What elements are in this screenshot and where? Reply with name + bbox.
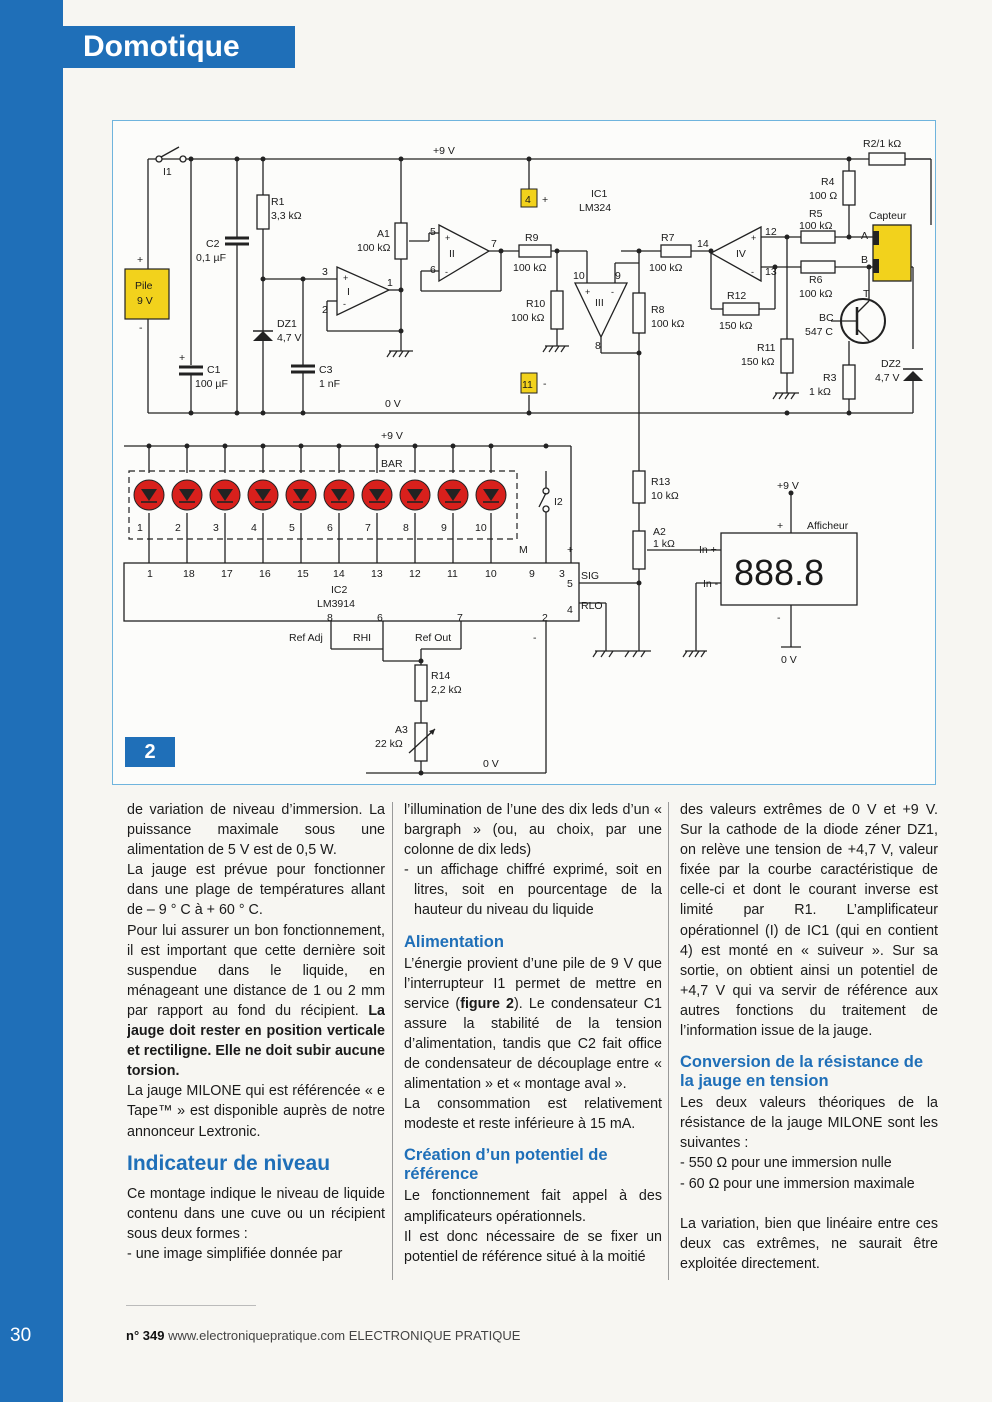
- label-pile-minus: -: [139, 322, 143, 334]
- footer-rule: [126, 1305, 256, 1306]
- label-r5: R5: [809, 208, 823, 220]
- ic2-pin-17: 17: [221, 568, 233, 580]
- section-title: Domotique: [83, 30, 240, 63]
- label-a2-val: 1 kΩ: [653, 538, 675, 550]
- left-color-bar: [0, 0, 63, 1402]
- label-r10-val: 100 kΩ: [511, 312, 545, 324]
- col2-paragraph-6: Il est donc nécessaire de se fixer un potentiel de référence situé à la moitié: [404, 1228, 662, 1265]
- led-number-8: 8: [403, 522, 409, 534]
- label-r13: R13: [651, 476, 671, 488]
- label-r12-val: 150 kΩ: [719, 320, 753, 332]
- pin-ic2-8: 8: [327, 612, 333, 624]
- column-separator-1: [392, 802, 393, 1280]
- pin-op3-8: 8: [595, 340, 601, 352]
- section-header: [63, 26, 295, 68]
- pin-ic2-4: 4: [567, 604, 573, 616]
- label-c2: C2: [206, 238, 220, 250]
- led-number-6: 6: [327, 522, 333, 534]
- col3-paragraph-5: La variation, bien que linéaire entre ces deux cas extrêmes, ne saurait être exploitée directement.: [680, 1215, 938, 1272]
- label-r11: R11: [757, 342, 776, 354]
- label-capteur: Capteur: [869, 210, 907, 222]
- column-separator-2: [668, 802, 669, 1280]
- label-pin4: 4: [525, 194, 531, 206]
- pin-op3-9: 9: [615, 270, 621, 282]
- col2-paragraph-4: La consommation est relativement modeste et reste inférieure à 15 mA.: [404, 1096, 662, 1133]
- label-dz2-val: 4,7 V: [875, 372, 900, 384]
- label-dz1-val: 4,7 V: [277, 332, 302, 344]
- label-inminus: In -: [703, 578, 719, 590]
- label-bc: BC: [819, 312, 834, 324]
- label-r14-val: 2,2 kΩ: [431, 684, 462, 696]
- label-c1: C1: [207, 364, 221, 376]
- pin-ic2-6: 6: [377, 612, 383, 624]
- label-a1-val: 100 kΩ: [357, 242, 391, 254]
- ic2-pin-13: 13: [371, 568, 383, 580]
- ic2-pin-15: 15: [297, 568, 309, 580]
- figure-reference: figure 2: [460, 995, 515, 1012]
- label-r9-val: 100 kΩ: [513, 262, 547, 274]
- label-r14: R14: [431, 670, 451, 682]
- pin-op2-plus: +: [445, 233, 451, 243]
- col3-paragraph-2: Les deux valeurs théoriques de la résistance de la jauge MILONE sont les suivantes :: [680, 1095, 938, 1152]
- label-pin4-plus: +: [542, 194, 549, 206]
- col1-paragraph-1: de variation de niveau d’immersion. La puissance maximale sous une alimentation de 5 V est de 0,5 W.: [127, 802, 385, 859]
- label-vplus-top: +9 V: [433, 145, 455, 157]
- led-number-4: 4: [251, 522, 257, 534]
- label-bc-val: 547 C: [805, 326, 834, 338]
- pin-op3-minus: -: [611, 287, 614, 297]
- label-rhi: RHI: [353, 632, 372, 644]
- label-sig: SIG: [581, 570, 600, 582]
- pin-op3-plus: +: [585, 287, 591, 297]
- label-pile-v: 9 V: [137, 295, 153, 307]
- label-vplus-bar: +9 V: [381, 430, 403, 442]
- label-refadj: Ref Adj: [289, 632, 323, 644]
- label-r11-val: 150 kΩ: [741, 356, 775, 368]
- label-bar: BAR: [381, 458, 403, 470]
- col1-p3-bold: La jauge doit rester en position verticale et rectiligne. Elle ne doit subir aucune torsion.: [127, 1002, 385, 1080]
- label-c3-val: 1 nF: [319, 378, 341, 390]
- label-afficheur-vzero: 0 V: [781, 654, 797, 666]
- label-op3: III: [595, 297, 604, 309]
- schematic-figure: [112, 120, 936, 785]
- ic2-pin-11: 11: [447, 568, 458, 580]
- led-number-labels: [137, 522, 487, 534]
- issue-number: n° 349: [126, 1328, 165, 1343]
- label-afficheur: Afficheur: [807, 520, 849, 532]
- label-a3-val: 22 kΩ: [375, 738, 403, 750]
- label-r7-val: 100 kΩ: [649, 262, 683, 274]
- website-link[interactable]: www.electroniquepratique.com: [168, 1328, 346, 1343]
- figure-number: 2: [144, 741, 156, 763]
- col2-paragraph-1: l’illumination de l’une des dix leds d’un « bargraph » (ou, au choix, par une colonne de dix leds): [404, 802, 662, 859]
- label-c3: C3: [319, 364, 333, 376]
- label-rlo: RLO: [581, 600, 603, 612]
- col2-paragraph-5: Le fonctionnement fait appel à des amplificateurs opérationnels.: [404, 1188, 662, 1225]
- led-number-5: 5: [289, 522, 295, 534]
- label-ic1: IC1: [591, 188, 608, 200]
- col2-paragraph-3: [404, 954, 662, 1095]
- label-afficheur-vplus: +9 V: [777, 480, 799, 492]
- ic2-pin-10: 10: [485, 568, 497, 580]
- pin-op1-minus: -: [343, 299, 346, 309]
- led-number-1: 1: [137, 522, 143, 534]
- ic2-pin-3: 3: [559, 568, 565, 580]
- label-ic2-minus: -: [533, 632, 537, 644]
- col2-p3-text: L’énergie provient d’une pile de 9 V que l’interrupteur I1 permet de mettre en service (: [404, 955, 662, 1012]
- label-r10: R10: [526, 298, 546, 310]
- label-vzero-bottom: 0 V: [483, 758, 499, 770]
- pin-op4-minus: -: [751, 267, 754, 277]
- ic2-pin-labels: [147, 568, 565, 580]
- led-number-2: 2: [175, 522, 181, 534]
- heading-conversion: Conversion de la résistance de la jauge en tension: [680, 1053, 924, 1091]
- pin-op4-plus: +: [751, 233, 757, 243]
- ic2-pin-18: 18: [183, 568, 195, 580]
- page-number: 30: [10, 1325, 32, 1346]
- label-a2: A2: [653, 526, 666, 538]
- label-r3-val: 1 kΩ: [809, 386, 831, 398]
- col3-paragraph-3: - 550 Ω pour une immersion nulle: [680, 1155, 892, 1172]
- label-ic1-val: LM324: [579, 202, 612, 214]
- pin-op2-6: 6: [430, 264, 436, 276]
- label-r2: R2/1 kΩ: [863, 138, 902, 150]
- label-t: T: [863, 288, 870, 300]
- label-vzero-top: 0 V: [385, 398, 401, 410]
- label-r4: R4: [821, 176, 835, 188]
- ic2-pin-9: 9: [529, 568, 535, 580]
- label-ic2-plus: +: [567, 544, 574, 556]
- pin-op4-13: 13: [765, 266, 777, 278]
- label-c2-val: 0,1 µF: [196, 252, 226, 264]
- col1-paragraph-5: Ce montage indique le niveau de liquide contenu dans une cuve ou un récipient sous deux formes :: [127, 1185, 385, 1242]
- pin-op3-10: 10: [573, 270, 585, 282]
- pin-op2-5: 5: [430, 226, 436, 238]
- pin-op2-minus: -: [445, 267, 448, 277]
- footer: [126, 1328, 520, 1343]
- heading-indicateur: Indicateur de niveau: [127, 1151, 331, 1175]
- label-a3: A3: [395, 724, 408, 736]
- pin-ic2-5: 5: [567, 578, 573, 590]
- led-number-10: 10: [475, 522, 487, 534]
- label-pin11-minus: -: [543, 378, 547, 390]
- label-r1: R1: [271, 196, 285, 208]
- label-r3: R3: [823, 372, 837, 384]
- led-number-9: 9: [441, 522, 447, 534]
- label-i2: I2: [554, 496, 563, 508]
- col2-p3-rest: ). Le condensateur C1 assure la stabilité de la tension d’alimentation, tandis que C2 fait office de condensateur de découplage entre « alimentation » et « montage aval ».: [404, 995, 662, 1093]
- label-refout: Ref Out: [415, 632, 452, 644]
- col1-p3-text: Pour lui assurer un bon fonctionnement, il est important que cette dernière soit suspendue dans le liquide, en ménageant une distance de 1 ou 2 mm par rapport au fond du récipient.: [127, 922, 385, 1019]
- label-op2: II: [449, 248, 455, 260]
- label-c1-plus: +: [179, 352, 186, 364]
- label-r13-val: 10 kΩ: [651, 490, 679, 502]
- pin-op4-12: 12: [765, 226, 777, 238]
- label-r4-val: 100 Ω: [809, 190, 838, 202]
- ic2-pin-12: 12: [409, 568, 421, 580]
- label-r5-val: 100 kΩ: [799, 220, 833, 232]
- col1-paragraph-3: [127, 921, 385, 1082]
- pin-op1-3: 3: [322, 266, 328, 278]
- figure-number-badge: [125, 737, 175, 767]
- label-dz2: DZ2: [881, 358, 901, 370]
- text-column-1: [127, 800, 385, 1285]
- label-b: B: [861, 254, 869, 266]
- pin-op1-plus: +: [343, 273, 349, 283]
- label-afficheur-plus: +: [777, 520, 784, 532]
- label-a: A: [861, 230, 869, 242]
- label-r12: R12: [727, 290, 747, 302]
- label-pile: Pile: [135, 280, 153, 292]
- heading-alimentation: Alimentation: [404, 932, 504, 951]
- led-number-3: 3: [213, 522, 219, 534]
- label-pile-plus: +: [137, 254, 144, 266]
- label-inplus: In +: [699, 544, 717, 556]
- label-r9: R9: [525, 232, 539, 244]
- label-ic2: IC2: [331, 584, 348, 596]
- magazine-name: ELECTRONIQUE PRATIQUE: [348, 1328, 521, 1343]
- led-number-7: 7: [365, 522, 371, 534]
- text-column-3: [680, 800, 938, 1285]
- pin-op2-7: 7: [491, 238, 497, 250]
- label-m: M: [519, 544, 528, 556]
- label-a1: A1: [377, 228, 390, 240]
- pin-op1-2: 2: [322, 304, 328, 316]
- label-r1-val: 3,3 kΩ: [271, 210, 302, 222]
- label-pin11: 11: [522, 379, 533, 391]
- label-r8-val: 100 kΩ: [651, 318, 685, 330]
- col1-paragraph-6: - une image simplifiée donnée par: [127, 1245, 343, 1262]
- ic2-pin-1: 1: [147, 568, 153, 580]
- ic2-pin-14: 14: [333, 568, 345, 580]
- pin-ic2-7: 7: [457, 612, 463, 624]
- label-r6-val: 100 kΩ: [799, 288, 833, 300]
- col3-paragraph-1: des valeurs extrêmes de 0 V et +9 V. Sur la cathode de la diode zéner DZ1, on relève une tension de +4,7 V, valeur fixée par la courbe caractéristique de celle-ci et dont le courant inverse est limité par R1. L’amplificateur opérationnel (I) de IC1 (qui en contient 4) est monté en « suiveur ». Sur sa sortie, on obtient ainsi un potentiel de +4,7 V qui va servir de référence aux autres fonctions du traitement de l’information issue de la jauge.: [680, 802, 938, 1040]
- label-op4: IV: [736, 248, 746, 260]
- circuit-diagram: [113, 121, 937, 786]
- col1-paragraph-4: La jauge MILONE qui est référencée « e Tape™ » est disponible auprès de notre annonceur Lextronic.: [127, 1083, 385, 1140]
- pin-op4-14: 14: [697, 238, 709, 250]
- label-op1: I: [347, 286, 350, 298]
- label-r6: R6: [809, 274, 823, 286]
- col1-paragraph-2: La jauge est prévue pour fonctionner dans une plage de températures allant de – 9 ° C à + 60 ° C.: [127, 862, 385, 919]
- label-dz1: DZ1: [277, 318, 297, 330]
- label-afficheur-minus: -: [777, 612, 781, 624]
- label-i1: I1: [163, 166, 172, 178]
- heading-reference: Création d’un potentiel de référence: [404, 1146, 608, 1184]
- pin-op1-1: 1: [387, 277, 393, 289]
- col2-paragraph-2: - un affichage chiffré exprimé, soit en litres, soit en pourcentage de la hauteur du niveau du liquide: [404, 862, 662, 919]
- col3-paragraph-4: - 60 Ω pour une immersion maximale: [680, 1175, 915, 1192]
- display-readout: 888.8: [734, 552, 825, 593]
- ic2-pin-16: 16: [259, 568, 271, 580]
- label-c1-val: 100 µF: [195, 378, 228, 390]
- pin-ic2-2: 2: [542, 612, 548, 624]
- text-column-2: [404, 800, 662, 1285]
- label-ic2-val: LM3914: [317, 598, 355, 610]
- label-r7: R7: [661, 232, 675, 244]
- label-r8: R8: [651, 304, 665, 316]
